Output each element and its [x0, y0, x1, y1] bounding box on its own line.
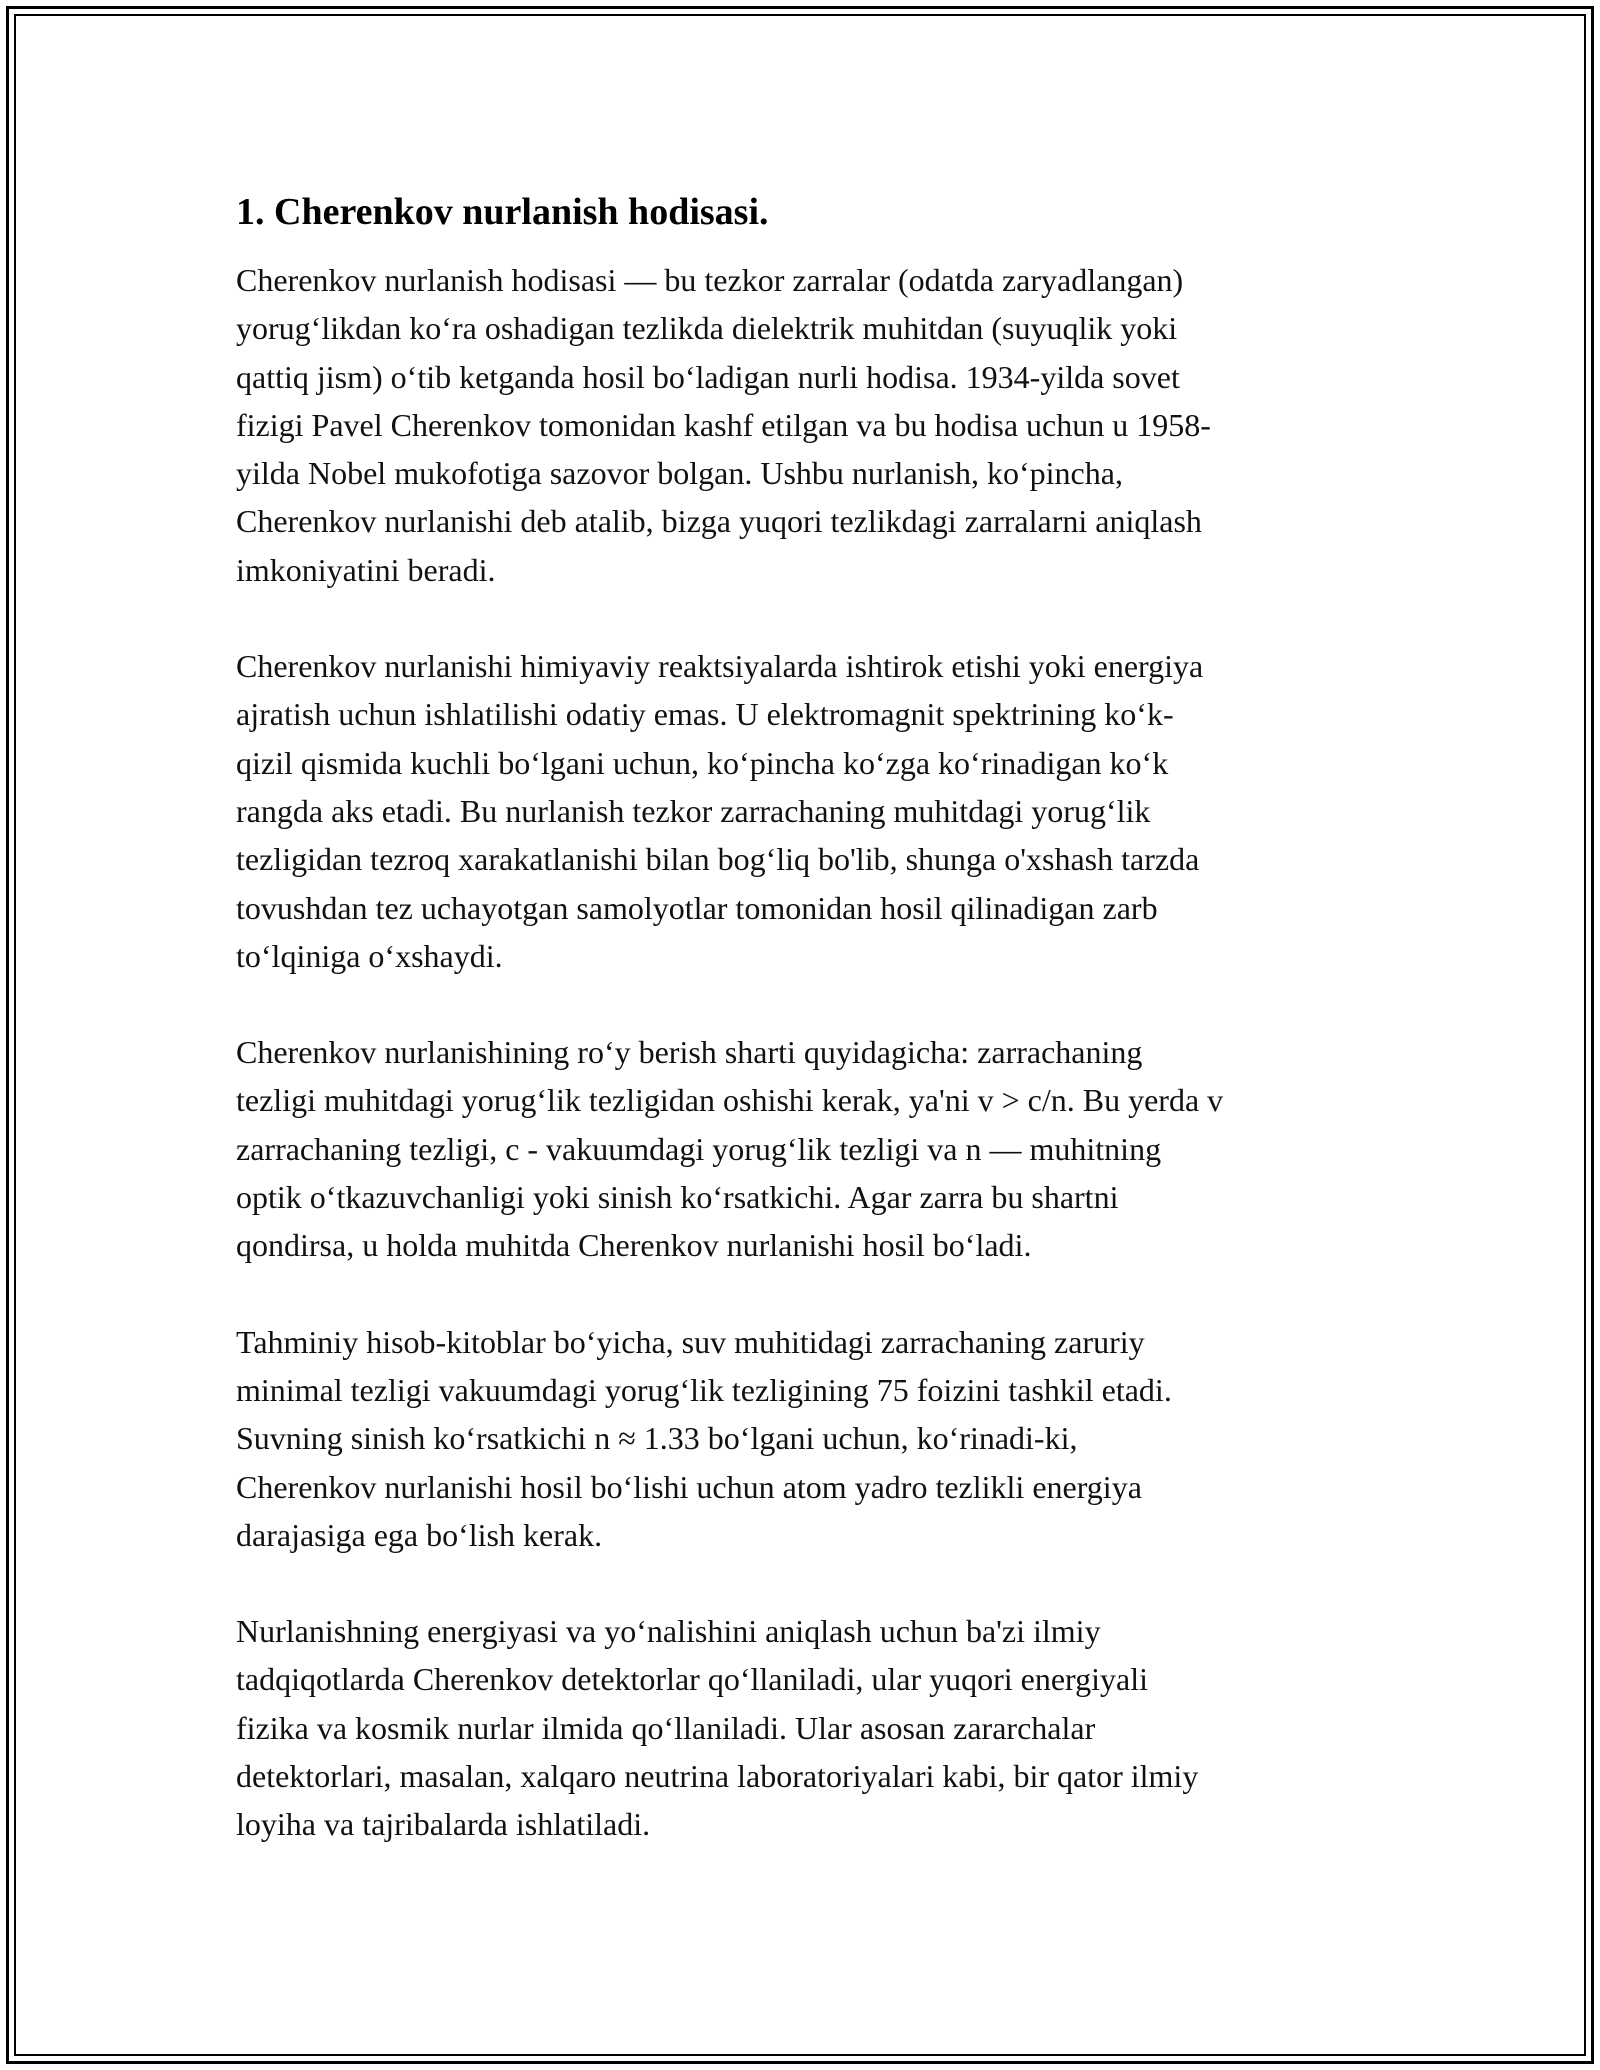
paragraph-1: Cherenkov nurlanish hodisasi — bu tezkor zarralar (odatda zaryadlangan) yorug‘likdan ko‘ra oshadigan tezlikda dielektrik muhitdan (suyuqlik yoki qattiq jism) o‘tib ketganda hosil bo‘ladigan nurli hodisa. 1934-yilda sovet fizigi Pavel Cherenkov tomonidan kashf etilgan va bu hodisa uchun u 1958- yilda Nobel mukofotiga sazovor bolgan. Ushbu nurlanish, ko‘pincha, Cherenkov nurlanishi deb atalib, bizga yuqori tezlikdagi zarralarni aniqlash imkoniyatini beradi.	[236, 262, 1211, 588]
document-body	[236, 188, 1376, 1897]
paragraph-5: Nurlanishning energiyasi va yo‘nalishini aniqlash uchun ba'zi ilmiy tadqiqotlarda Cherenkov detektorlar qo‘llaniladi, ular yuqori energiyali fizika va kosmik nurlar ilmida qo‘llaniladi. Ular asosan zararchalar detektorlari, masalan, xalqaro neutrina laboratoriyalari kabi, bir qator ilmiy loyiha va tajribalarda ishlatiladi.	[236, 1613, 1199, 1843]
section-heading: 1. Cherenkov nurlanish hodisasi.	[236, 191, 769, 233]
paragraph-3: Cherenkov nurlanishining ro‘y berish sharti quyidagicha: zarrachaning tezligi muhitdagi yorug‘lik tezligidan oshishi kerak, ya'ni v > c/n. Bu yerda v zarrachaning tezligi, c - vakuumdagi yorug‘lik tezligi va n — muhitning optik o‘tkazuvchanligi yoki sinish ko‘rsatkichi. Agar zarra bu shartni qondirsa, u holda muhitda Cherenkov nurlanishi hosil bo‘ladi.	[236, 1034, 1224, 1264]
paragraph-4: Tahminiy hisob-kitoblar bo‘yicha, suv muhitidagi zarrachaning zaruriy minimal tezligi vakuumdagi yorug‘lik tezligining 75 foizini tashkil etadi. Suvning sinish ko‘rsatkichi n ≈ 1.33 bo‘lgani uchun, ko‘rinadi-ki, Cherenkov nurlanishi hosil bo‘lishi uchun atom yadro tezlikli energiya darajasiga ega bo‘lish kerak.	[236, 1323, 1172, 1553]
paragraph-2: Cherenkov nurlanishi himiyaviy reaktsiyalarda ishtirok etishi yoki energiya ajratish uchun ishlatilishi odatiy emas. U elektromagnit spektrining ko‘k- qizil qismida kuchli bo‘lgani uchun, ko‘pincha ko‘zga ko‘rinadigan ko‘k rangda aks etadi. Bu nurlanish tezkor zarrachaning muhitdagi yorug‘lik tezligidan tezroq xarakatlanishi bilan bog‘liq bo'lib, shunga o'xshash tarzda tovushdan tez uchayotgan samolyotlar tomonidan hosil qilinadigan zarb to‘lqiniga o‘xshaydi.	[236, 648, 1204, 974]
